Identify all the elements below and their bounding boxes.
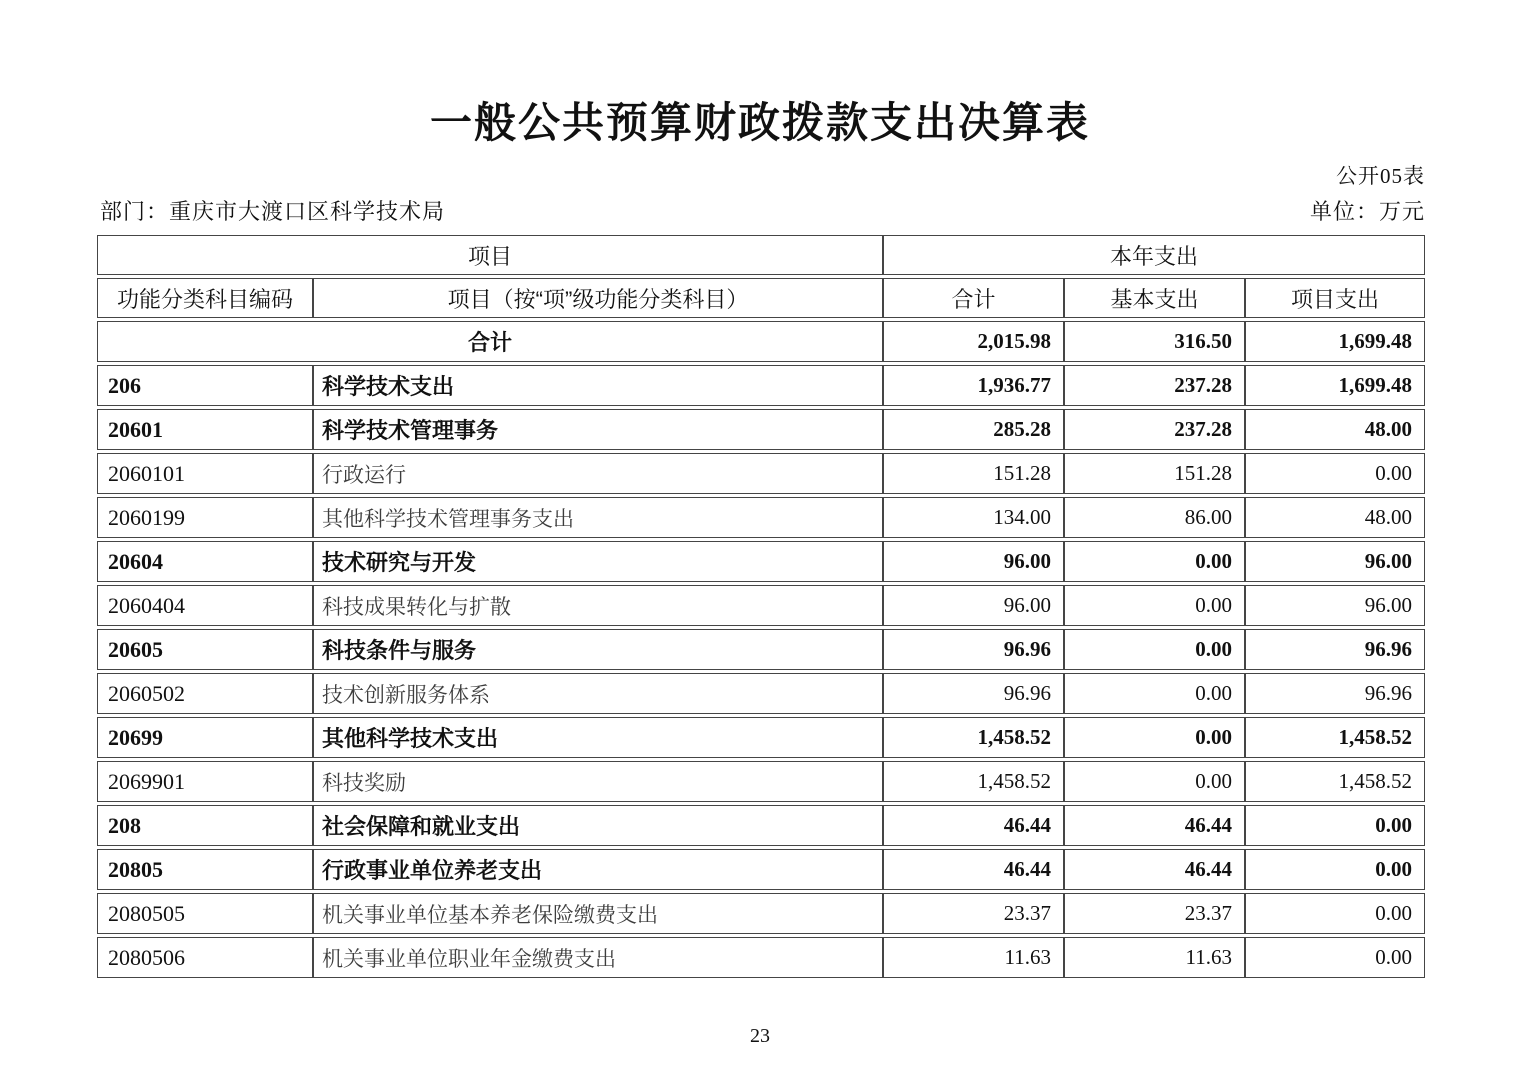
header-item-column: 项目（按“项”级功能分类科目） (313, 278, 883, 318)
cell-total: 11.63 (883, 937, 1064, 978)
row-code: 206 (97, 365, 313, 406)
cell-basic: 23.37 (1064, 893, 1245, 934)
header-project-column: 项目支出 (1245, 278, 1425, 318)
cell-project: 1,458.52 (1245, 717, 1425, 758)
row-code: 2060502 (97, 673, 313, 714)
cell-total: 96.96 (883, 629, 1064, 670)
cell-project: 96.00 (1245, 541, 1425, 582)
cell-basic: 46.44 (1064, 805, 1245, 846)
department-label: 部门：重庆市大渡口区科学技术局 (100, 199, 446, 225)
row-name: 科技奖励 (313, 761, 883, 802)
cell-basic: 0.00 (1064, 585, 1245, 626)
cell-project: 1,699.48 (1245, 321, 1425, 362)
table-body (97, 321, 1425, 978)
table-row (97, 453, 1425, 494)
table-row (97, 805, 1425, 846)
cell-total: 285.28 (883, 409, 1064, 450)
row-name: 行政运行 (313, 453, 883, 494)
table-row (97, 673, 1425, 714)
table-row (97, 761, 1425, 802)
row-name: 技术研究与开发 (313, 541, 883, 582)
header-item-group: 项目 (97, 235, 883, 275)
header-year-expense-group: 本年支出 (883, 235, 1425, 275)
table-row (97, 321, 1425, 362)
row-code: 2060101 (97, 453, 313, 494)
cell-basic: 0.00 (1064, 717, 1245, 758)
page-number: 23 (750, 1025, 770, 1048)
cell-total: 46.44 (883, 805, 1064, 846)
row-name: 科学技术支出 (313, 365, 883, 406)
cell-basic: 0.00 (1064, 761, 1245, 802)
row-name: 机关事业单位职业年金缴费支出 (313, 937, 883, 978)
row-code: 20601 (97, 409, 313, 450)
row-name: 机关事业单位基本养老保险缴费支出 (313, 893, 883, 934)
header-code-column: 功能分类科目编码 (97, 278, 313, 318)
cell-project: 96.96 (1245, 629, 1425, 670)
cell-basic: 316.50 (1064, 321, 1245, 362)
row-name: 科学技术管理事务 (313, 409, 883, 450)
page-title: 一般公共预算财政拨款支出决算表 (429, 99, 1090, 146)
row-code: 20699 (97, 717, 313, 758)
cell-basic: 86.00 (1064, 497, 1245, 538)
unit-label: 单位：万元 (1309, 199, 1425, 225)
row-name: 技术创新服务体系 (313, 673, 883, 714)
row-code: 2060404 (97, 585, 313, 626)
table-header (97, 235, 1425, 318)
cell-project: 0.00 (1245, 453, 1425, 494)
table-row (97, 849, 1425, 890)
row-code: 2069901 (97, 761, 313, 802)
cell-basic: 46.44 (1064, 849, 1245, 890)
cell-project: 96.96 (1245, 673, 1425, 714)
cell-project: 0.00 (1245, 805, 1425, 846)
cell-total: 2,015.98 (883, 321, 1064, 362)
cell-project: 48.00 (1245, 497, 1425, 538)
row-code: 20604 (97, 541, 313, 582)
row-name: 行政事业单位养老支出 (313, 849, 883, 890)
cell-total: 134.00 (883, 497, 1064, 538)
cell-project: 1,699.48 (1245, 365, 1425, 406)
table-row (97, 541, 1425, 582)
cell-basic: 237.28 (1064, 365, 1245, 406)
cell-total: 46.44 (883, 849, 1064, 890)
cell-total: 23.37 (883, 893, 1064, 934)
table-row (97, 497, 1425, 538)
cell-basic: 0.00 (1064, 629, 1245, 670)
cell-project: 0.00 (1245, 849, 1425, 890)
row-code: 20605 (97, 629, 313, 670)
cell-total: 1,458.52 (883, 717, 1064, 758)
row-name: 科技条件与服务 (313, 629, 883, 670)
row-name: 其他科学技术支出 (313, 717, 883, 758)
document-meta (100, 160, 1425, 226)
row-name: 科技成果转化与扩散 (313, 585, 883, 626)
row-code: 208 (97, 805, 313, 846)
cell-project: 0.00 (1245, 937, 1425, 978)
cell-total: 151.28 (883, 453, 1064, 494)
cell-total: 96.00 (883, 541, 1064, 582)
cell-basic: 0.00 (1064, 541, 1245, 582)
table-row (97, 717, 1425, 758)
row-name: 合计 (97, 321, 883, 362)
table-row (97, 937, 1425, 978)
row-code: 2080506 (97, 937, 313, 978)
row-code: 2060199 (97, 497, 313, 538)
row-code: 2080505 (97, 893, 313, 934)
cell-basic: 151.28 (1064, 453, 1245, 494)
header-basic-column: 基本支出 (1064, 278, 1245, 318)
cell-total: 1,458.52 (883, 761, 1064, 802)
row-name: 社会保障和就业支出 (313, 805, 883, 846)
cell-total: 1,936.77 (883, 365, 1064, 406)
cell-project: 48.00 (1245, 409, 1425, 450)
cell-project: 96.00 (1245, 585, 1425, 626)
cell-project: 0.00 (1245, 893, 1425, 934)
budget-table (97, 232, 1425, 981)
cell-basic: 237.28 (1064, 409, 1245, 450)
table-row (97, 893, 1425, 934)
cell-basic: 11.63 (1064, 937, 1245, 978)
header-total-column: 合计 (883, 278, 1064, 318)
cell-project: 1,458.52 (1245, 761, 1425, 802)
row-code: 20805 (97, 849, 313, 890)
table-row (97, 585, 1425, 626)
cell-total: 96.96 (883, 673, 1064, 714)
table-row (97, 409, 1425, 450)
row-name: 其他科学技术管理事务支出 (313, 497, 883, 538)
doc-number-label: 公开05表 (1336, 164, 1425, 189)
cell-total: 96.00 (883, 585, 1064, 626)
table-row (97, 365, 1425, 406)
cell-basic: 0.00 (1064, 673, 1245, 714)
table-row (97, 629, 1425, 670)
